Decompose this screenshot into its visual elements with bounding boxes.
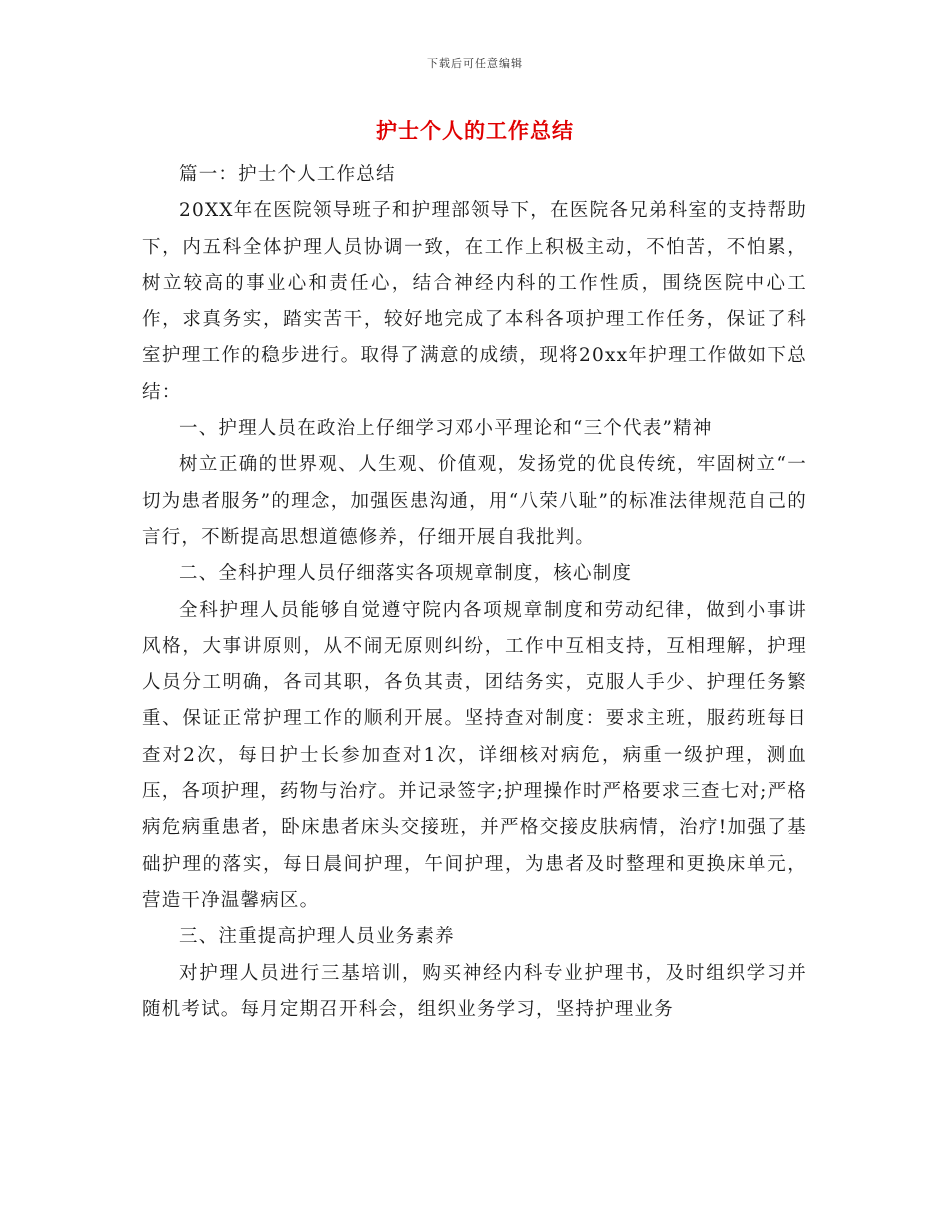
section-heading: 二、全科护理人员仔细落实各项规章制度，核心制度: [179, 563, 633, 585]
body-paragraph: 20XX年在医院领导班子和护理部领导下，在医院各兄弟科室的支持帮助下，内五科全体护理人员协调一致，在工作上积极主动，不怕苦，不怕累，树立较高的事业心和责任心，结合神经内科的工作性质，围绕医院中心工作，求真务实，踏实苦干，较好地完成了本科各项护理工作任务，保证了科室护理工作的稳步进行。取得了满意的成绩，现将20xx年护理工作做如下总结：: [142, 200, 807, 403]
body-paragraph: 树立正确的世界观、人生观、价值观，发扬党的优良传统，牢固树立“一切为患者服务”的理念，加强医患沟通，用“八荣八耻”的标准法律规范自己的言行，不断提高思想道德修养，仔细开展自我批判。: [142, 454, 807, 548]
body-paragraph: 对护理人员进行三基培训，购买神经内科专业护理书，及时组织学习并随机考试。每月定期召开科会，组织业务学习，坚持护理业务: [142, 962, 807, 1020]
document-title: 护士个人的工作总结: [376, 118, 574, 143]
document-body: [142, 157, 807, 1028]
section-heading: 三、注重提高护理人员业务素养: [179, 926, 455, 948]
section-heading: 一、护理人员在政治上仔细学习邓小平理论和“三个代表”精神: [179, 418, 713, 440]
header-note: 下载后可任意编辑: [427, 57, 523, 70]
section-heading: 篇一：护士个人工作总结: [179, 164, 396, 185]
body-paragraph: 全科护理人员能够自觉遵守院内各项规章制度和劳动纪律，做到小事讲风格，大事讲原则，从不闹无原则纠纷，工作中互相支持，互相理解，护理人员分工明确，各司其职，各负其责，团结务实，克服人手少、护理任务繁重、保证正常护理工作的顺利开展。坚持查对制度：要求主班，服药班每日查对2次，每日护士长参加查对1次，详细核对病危，病重一级护理，测血压，各项护理，药物与治疗。并记录签字;护理操作时严格要求三查七对;严格病危病重患者，卧床患者床头交接班，并严格交接皮肤病情，治疗!加强了基础护理的落实，每日晨间护理，午间护理，为患者及时整理和更换床单元，营造干净温馨病区。: [142, 599, 807, 911]
